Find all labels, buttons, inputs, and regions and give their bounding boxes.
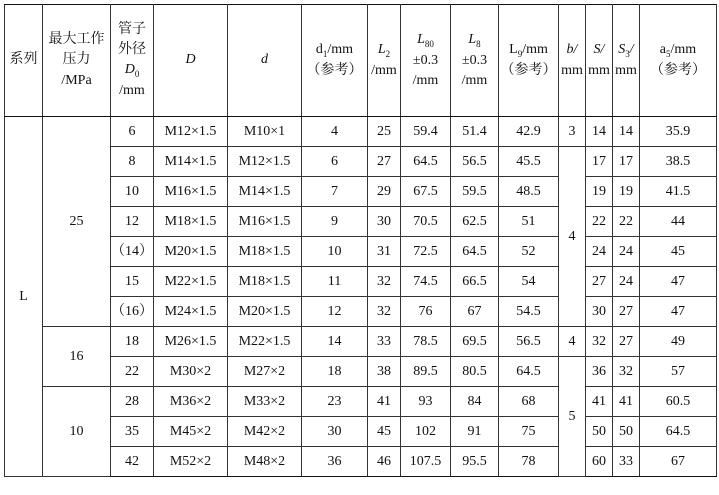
header-L80: $L_{80}$ ±0.3 /mm bbox=[401, 5, 451, 117]
cell-b: 4 bbox=[559, 147, 586, 327]
cell-od: 18 bbox=[111, 327, 154, 357]
cell-od: 6 bbox=[111, 117, 154, 147]
cell-S3: 17 bbox=[613, 147, 640, 177]
cell-od: 8 bbox=[111, 147, 154, 177]
cell-d1: 9 bbox=[302, 207, 368, 237]
header-S3: $S_3/$ mm bbox=[613, 5, 640, 117]
cell-D: M45×2 bbox=[154, 417, 228, 447]
table-row bbox=[5, 267, 717, 297]
table-row bbox=[5, 417, 717, 447]
cell-L9: 75 bbox=[499, 417, 559, 447]
cell-D: M18×1.5 bbox=[154, 207, 228, 237]
cell-a5: 67 bbox=[640, 447, 717, 477]
header-S: S/ mm bbox=[586, 5, 613, 117]
cell-a5: 57 bbox=[640, 357, 717, 387]
cell-a5: 60.5 bbox=[640, 387, 717, 417]
cell-b: 5 bbox=[559, 357, 586, 477]
cell-D: M14×1.5 bbox=[154, 147, 228, 177]
cell-D: M30×2 bbox=[154, 357, 228, 387]
cell-d: M12×1.5 bbox=[228, 147, 302, 177]
cell-L8: 59.5 bbox=[451, 177, 499, 207]
pressure-cell: 10 bbox=[43, 387, 111, 477]
cell-d1: 6 bbox=[302, 147, 368, 177]
cell-L8: 51.4 bbox=[451, 117, 499, 147]
header-L9: $L_9/mm$ （参考） bbox=[499, 5, 559, 117]
cell-S3: 27 bbox=[613, 327, 640, 357]
cell-d1: 23 bbox=[302, 387, 368, 417]
cell-S: 36 bbox=[586, 357, 613, 387]
cell-b: 4 bbox=[559, 327, 586, 357]
cell-od: 15 bbox=[111, 267, 154, 297]
cell-L2: 38 bbox=[368, 357, 401, 387]
cell-D: M22×1.5 bbox=[154, 267, 228, 297]
cell-a5: 35.9 bbox=[640, 117, 717, 147]
cell-S3: 33 bbox=[613, 447, 640, 477]
cell-d: M27×2 bbox=[228, 357, 302, 387]
cell-a5: 44 bbox=[640, 207, 717, 237]
header-d1: $d_1/mm$ （参考） bbox=[302, 5, 368, 117]
cell-d1: 4 bbox=[302, 117, 368, 147]
pressure-cell: 16 bbox=[43, 327, 111, 387]
cell-S: 17 bbox=[586, 147, 613, 177]
cell-S3: 27 bbox=[613, 297, 640, 327]
cell-L2: 46 bbox=[368, 447, 401, 477]
cell-L8: 56.5 bbox=[451, 147, 499, 177]
cell-d: M18×1.5 bbox=[228, 267, 302, 297]
cell-L2: 30 bbox=[368, 207, 401, 237]
cell-S3: 22 bbox=[613, 207, 640, 237]
cell-d: M18×1.5 bbox=[228, 237, 302, 267]
cell-S3: 19 bbox=[613, 177, 640, 207]
cell-S: 41 bbox=[586, 387, 613, 417]
cell-L80: 67.5 bbox=[401, 177, 451, 207]
cell-d: M10×1 bbox=[228, 117, 302, 147]
table-row bbox=[5, 147, 717, 177]
cell-S3: 32 bbox=[613, 357, 640, 387]
cell-L9: 48.5 bbox=[499, 177, 559, 207]
cell-a5: 45 bbox=[640, 237, 717, 267]
cell-L9: 56.5 bbox=[499, 327, 559, 357]
cell-d: M42×2 bbox=[228, 417, 302, 447]
cell-L8: 66.5 bbox=[451, 267, 499, 297]
cell-od: 22 bbox=[111, 357, 154, 387]
header-a5: $a_5/mm$ （参考） bbox=[640, 5, 717, 117]
cell-L2: 32 bbox=[368, 267, 401, 297]
cell-L80: 93 bbox=[401, 387, 451, 417]
cell-L2: 29 bbox=[368, 177, 401, 207]
cell-L80: 76 bbox=[401, 297, 451, 327]
cell-L2: 32 bbox=[368, 297, 401, 327]
header-series: 系列 bbox=[5, 5, 43, 117]
header-pressure: 最大工作 压力 /MPa bbox=[43, 5, 111, 117]
cell-L9: 68 bbox=[499, 387, 559, 417]
cell-a5: 38.5 bbox=[640, 147, 717, 177]
cell-L8: 80.5 bbox=[451, 357, 499, 387]
cell-od: 28 bbox=[111, 387, 154, 417]
cell-a5: 49 bbox=[640, 327, 717, 357]
cell-L9: 78 bbox=[499, 447, 559, 477]
cell-L9: 42.9 bbox=[499, 117, 559, 147]
cell-d1: 36 bbox=[302, 447, 368, 477]
cell-d: M14×1.5 bbox=[228, 177, 302, 207]
cell-L8: 95.5 bbox=[451, 447, 499, 477]
cell-L8: 64.5 bbox=[451, 237, 499, 267]
cell-a5: 41.5 bbox=[640, 177, 717, 207]
cell-D: M36×2 bbox=[154, 387, 228, 417]
cell-D: M20×1.5 bbox=[154, 237, 228, 267]
cell-d: M22×1.5 bbox=[228, 327, 302, 357]
cell-b: 3 bbox=[559, 117, 586, 147]
cell-S3: 14 bbox=[613, 117, 640, 147]
cell-L80: 102 bbox=[401, 417, 451, 447]
pressure-cell: 25 bbox=[43, 117, 111, 327]
header-pipe-od: 管子 外径 $D_0$ /mm bbox=[111, 5, 154, 117]
table-row bbox=[5, 117, 717, 147]
cell-S3: 24 bbox=[613, 267, 640, 297]
table-row bbox=[5, 207, 717, 237]
cell-L2: 27 bbox=[368, 147, 401, 177]
cell-S: 19 bbox=[586, 177, 613, 207]
cell-d1: 18 bbox=[302, 357, 368, 387]
cell-od: 35 bbox=[111, 417, 154, 447]
cell-od: 42 bbox=[111, 447, 154, 477]
cell-L80: 78.5 bbox=[401, 327, 451, 357]
header-D: D bbox=[154, 5, 228, 117]
cell-d1: 10 bbox=[302, 237, 368, 267]
cell-L80: 107.5 bbox=[401, 447, 451, 477]
cell-S: 30 bbox=[586, 297, 613, 327]
table-row bbox=[5, 237, 717, 267]
cell-od: 10 bbox=[111, 177, 154, 207]
table-row bbox=[5, 387, 717, 417]
table-row bbox=[5, 357, 717, 387]
cell-S: 14 bbox=[586, 117, 613, 147]
cell-a5: 64.5 bbox=[640, 417, 717, 447]
cell-D: M24×1.5 bbox=[154, 297, 228, 327]
cell-L2: 31 bbox=[368, 237, 401, 267]
cell-L9: 51 bbox=[499, 207, 559, 237]
cell-a5: 47 bbox=[640, 297, 717, 327]
cell-S: 22 bbox=[586, 207, 613, 237]
cell-d1: 7 bbox=[302, 177, 368, 207]
cell-od: （14） bbox=[111, 237, 154, 267]
cell-a5: 47 bbox=[640, 267, 717, 297]
cell-L2: 25 bbox=[368, 117, 401, 147]
cell-L9: 54 bbox=[499, 267, 559, 297]
cell-d: M33×2 bbox=[228, 387, 302, 417]
cell-S: 32 bbox=[586, 327, 613, 357]
table-row bbox=[5, 327, 717, 357]
table-row bbox=[5, 177, 717, 207]
cell-L8: 62.5 bbox=[451, 207, 499, 237]
cell-d: M16×1.5 bbox=[228, 207, 302, 237]
cell-d1: 11 bbox=[302, 267, 368, 297]
cell-S: 50 bbox=[586, 417, 613, 447]
header-d: d bbox=[228, 5, 302, 117]
cell-S3: 50 bbox=[613, 417, 640, 447]
cell-L9: 64.5 bbox=[499, 357, 559, 387]
table-row bbox=[5, 297, 717, 327]
cell-S: 60 bbox=[586, 447, 613, 477]
cell-L80: 72.5 bbox=[401, 237, 451, 267]
cell-od: 12 bbox=[111, 207, 154, 237]
cell-L8: 67 bbox=[451, 297, 499, 327]
cell-D: M26×1.5 bbox=[154, 327, 228, 357]
cell-D: M52×2 bbox=[154, 447, 228, 477]
cell-L8: 91 bbox=[451, 417, 499, 447]
cell-D: M12×1.5 bbox=[154, 117, 228, 147]
cell-S3: 24 bbox=[613, 237, 640, 267]
cell-L9: 45.5 bbox=[499, 147, 559, 177]
cell-L2: 45 bbox=[368, 417, 401, 447]
cell-L80: 74.5 bbox=[401, 267, 451, 297]
cell-L9: 54.5 bbox=[499, 297, 559, 327]
cell-d1: 14 bbox=[302, 327, 368, 357]
cell-od: （16） bbox=[111, 297, 154, 327]
cell-D: M16×1.5 bbox=[154, 177, 228, 207]
cell-d1: 12 bbox=[302, 297, 368, 327]
spec-table bbox=[4, 4, 717, 477]
cell-L80: 89.5 bbox=[401, 357, 451, 387]
series-cell: L bbox=[5, 117, 43, 477]
header-row bbox=[5, 5, 717, 117]
cell-L80: 70.5 bbox=[401, 207, 451, 237]
cell-L8: 84 bbox=[451, 387, 499, 417]
header-pipe-od-symbol: $D_0$ bbox=[124, 62, 140, 80]
cell-L9: 52 bbox=[499, 237, 559, 267]
cell-d: M20×1.5 bbox=[228, 297, 302, 327]
cell-L8: 69.5 bbox=[451, 327, 499, 357]
cell-L2: 41 bbox=[368, 387, 401, 417]
cell-L80: 64.5 bbox=[401, 147, 451, 177]
cell-S3: 41 bbox=[613, 387, 640, 417]
header-L8: $L_8$ ±0.3 /mm bbox=[451, 5, 499, 117]
header-b: b/ mm bbox=[559, 5, 586, 117]
cell-L2: 33 bbox=[368, 327, 401, 357]
table-row bbox=[5, 447, 717, 477]
cell-d1: 30 bbox=[302, 417, 368, 447]
cell-S: 27 bbox=[586, 267, 613, 297]
cell-L80: 59.4 bbox=[401, 117, 451, 147]
cell-S: 24 bbox=[586, 237, 613, 267]
cell-d: M48×2 bbox=[228, 447, 302, 477]
header-L2: $L_2$ /mm bbox=[368, 5, 401, 117]
